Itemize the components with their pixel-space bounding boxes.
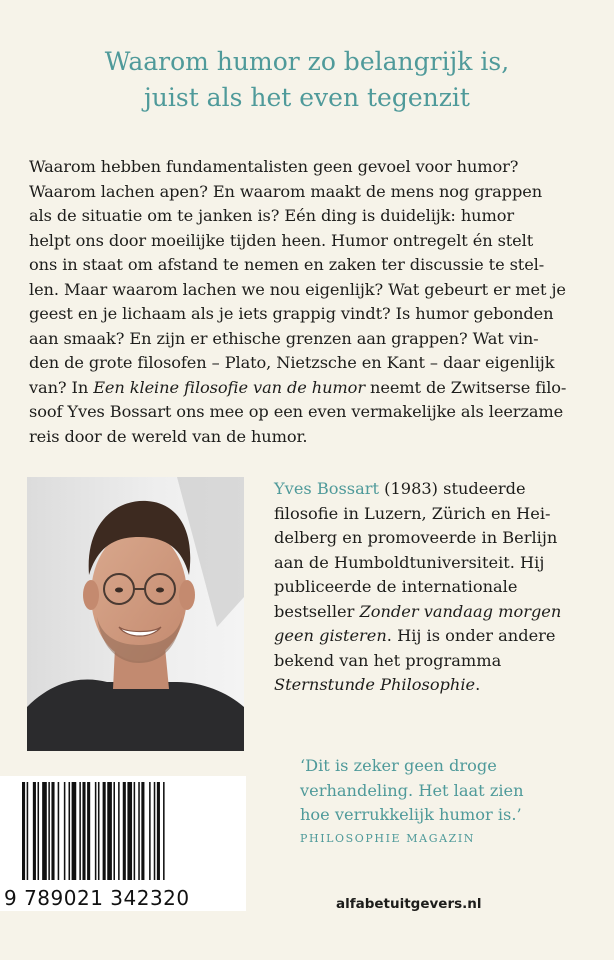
barcode-bar: [103, 782, 106, 880]
author-bio-line: [274, 624, 594, 649]
barcode-bar: [163, 782, 165, 880]
isbn-barcode: [0, 776, 246, 911]
headline: [0, 44, 614, 116]
author-portrait: [27, 477, 244, 751]
barcode-bar: [95, 782, 97, 880]
author-bio: [274, 477, 594, 698]
barcode-bar: [98, 782, 100, 880]
barcode-bar: [82, 782, 85, 880]
quote-line: verhandeling. Het laat zien: [300, 780, 524, 800]
barcode-bar: [118, 782, 120, 880]
barcode-bar: [79, 782, 81, 880]
isbn-number: 9 789021 342320: [4, 886, 190, 910]
author-bio-line: filosofie in Luzern, Zürich en Hei-: [274, 503, 551, 523]
headline-line-1: Waarom humor zo belangrijk is,: [104, 47, 510, 76]
quote-source: PHILOSOPHIE MAGAZIN: [300, 832, 476, 845]
blurb-line: Waarom lachen apen? En waarom maakt de mens nog grappen: [29, 181, 543, 201]
headline-line-2: juist als het even tegenzit: [144, 83, 470, 112]
barcode-bar: [134, 782, 136, 880]
bestseller-title: Zonder vandaag morgen: [359, 601, 562, 621]
blurb-text: neemt de Zwitserse filo-: [364, 377, 567, 397]
blurb-line: len. Maar waarom lachen we nou eigenlijk? Wat gebeurt er met je: [29, 279, 566, 299]
book-title: Een kleine filosofie van de humor: [93, 377, 365, 397]
barcode-bar: [127, 782, 132, 880]
barcode-bar: [64, 782, 66, 880]
blurb-text: van? In: [29, 377, 94, 397]
author-photo: [27, 477, 244, 751]
author-bio-text: (1983) studeerde: [379, 479, 526, 498]
barcode-bar: [38, 782, 40, 880]
barcode-bar: [51, 782, 54, 880]
author-bio-line: [274, 477, 594, 502]
blurb-line: aan smaak? En zijn er ethische grenzen aan grappen? Wat vin-: [29, 328, 539, 348]
barcode-bar: [69, 782, 71, 880]
barcode-bar: [113, 782, 115, 880]
blurb-line: als de situatie om te janken is? Eén ding is duidelijk: humor: [29, 206, 515, 225]
blurb: [29, 155, 589, 449]
barcode-bar: [138, 782, 140, 880]
review-quote: [300, 754, 590, 828]
barcode-bar: [22, 782, 25, 880]
author-bio-line: delberg en promoveerde in Berlijn: [274, 528, 558, 547]
barcode-bar: [141, 782, 144, 880]
blurb-line: soof Yves Bossart ons mee op een even vermakelijke als leerzame: [29, 402, 564, 421]
barcode-bar: [123, 782, 126, 880]
author-bio-line: aan de Humboldtuniversiteit. Hij: [274, 552, 545, 572]
blurb-line: [29, 376, 589, 401]
blurb-line: Waarom hebben fundamentalisten geen gevoel voor humor?: [29, 157, 519, 176]
author-bio-line: [274, 600, 594, 625]
publisher-website: alfabetuitgevers.nl: [336, 896, 482, 912]
bestseller-title: geen gisteren: [274, 626, 387, 645]
author-name: Yves Bossart: [274, 479, 380, 498]
barcode-bar: [157, 782, 160, 880]
barcode-bar: [42, 782, 47, 880]
author-bio-text: .: [475, 675, 481, 694]
blurb-line: den de grote filosofen – Plato, Nietzsche en Kant – daar eigenlijk: [29, 353, 555, 372]
author-bio-line: bekend van het programma: [274, 650, 502, 670]
programme-title: Sternstunde Philosophie: [274, 675, 476, 694]
quote-line: ‘Dit is zeker geen droge: [300, 756, 497, 775]
author-bio-text: bestseller: [274, 601, 360, 621]
barcode-bar: [154, 782, 156, 880]
blurb-line: geest en je lichaam als je iets grappig vindt? Is humor gebonden: [29, 304, 554, 323]
author-bio-line: publiceerde de internationale: [274, 577, 518, 596]
blurb-line: reis door de wereld van de humor.: [29, 426, 308, 446]
blurb-line: helpt ons door moeilijke tijden heen. Humor ontregelt én stelt: [29, 230, 534, 250]
barcode-bar: [72, 782, 77, 880]
author-bio-line: [274, 673, 594, 698]
blurb-line: ons in staat om afstand te nemen en zaken ter discussie te stel-: [29, 255, 545, 274]
barcode-bar: [107, 782, 112, 880]
barcode-bar: [58, 782, 60, 880]
quote-line: hoe verrukkelijk humor is.’: [300, 805, 522, 824]
barcode-bar: [27, 782, 29, 880]
author-bio-text: . Hij is onder andere: [386, 626, 556, 645]
barcode-bar: [87, 782, 90, 880]
barcode-bar: [48, 782, 50, 880]
barcode-bar: [33, 782, 36, 880]
barcode-bar: [149, 782, 151, 880]
barcode-bars: [0, 776, 246, 884]
